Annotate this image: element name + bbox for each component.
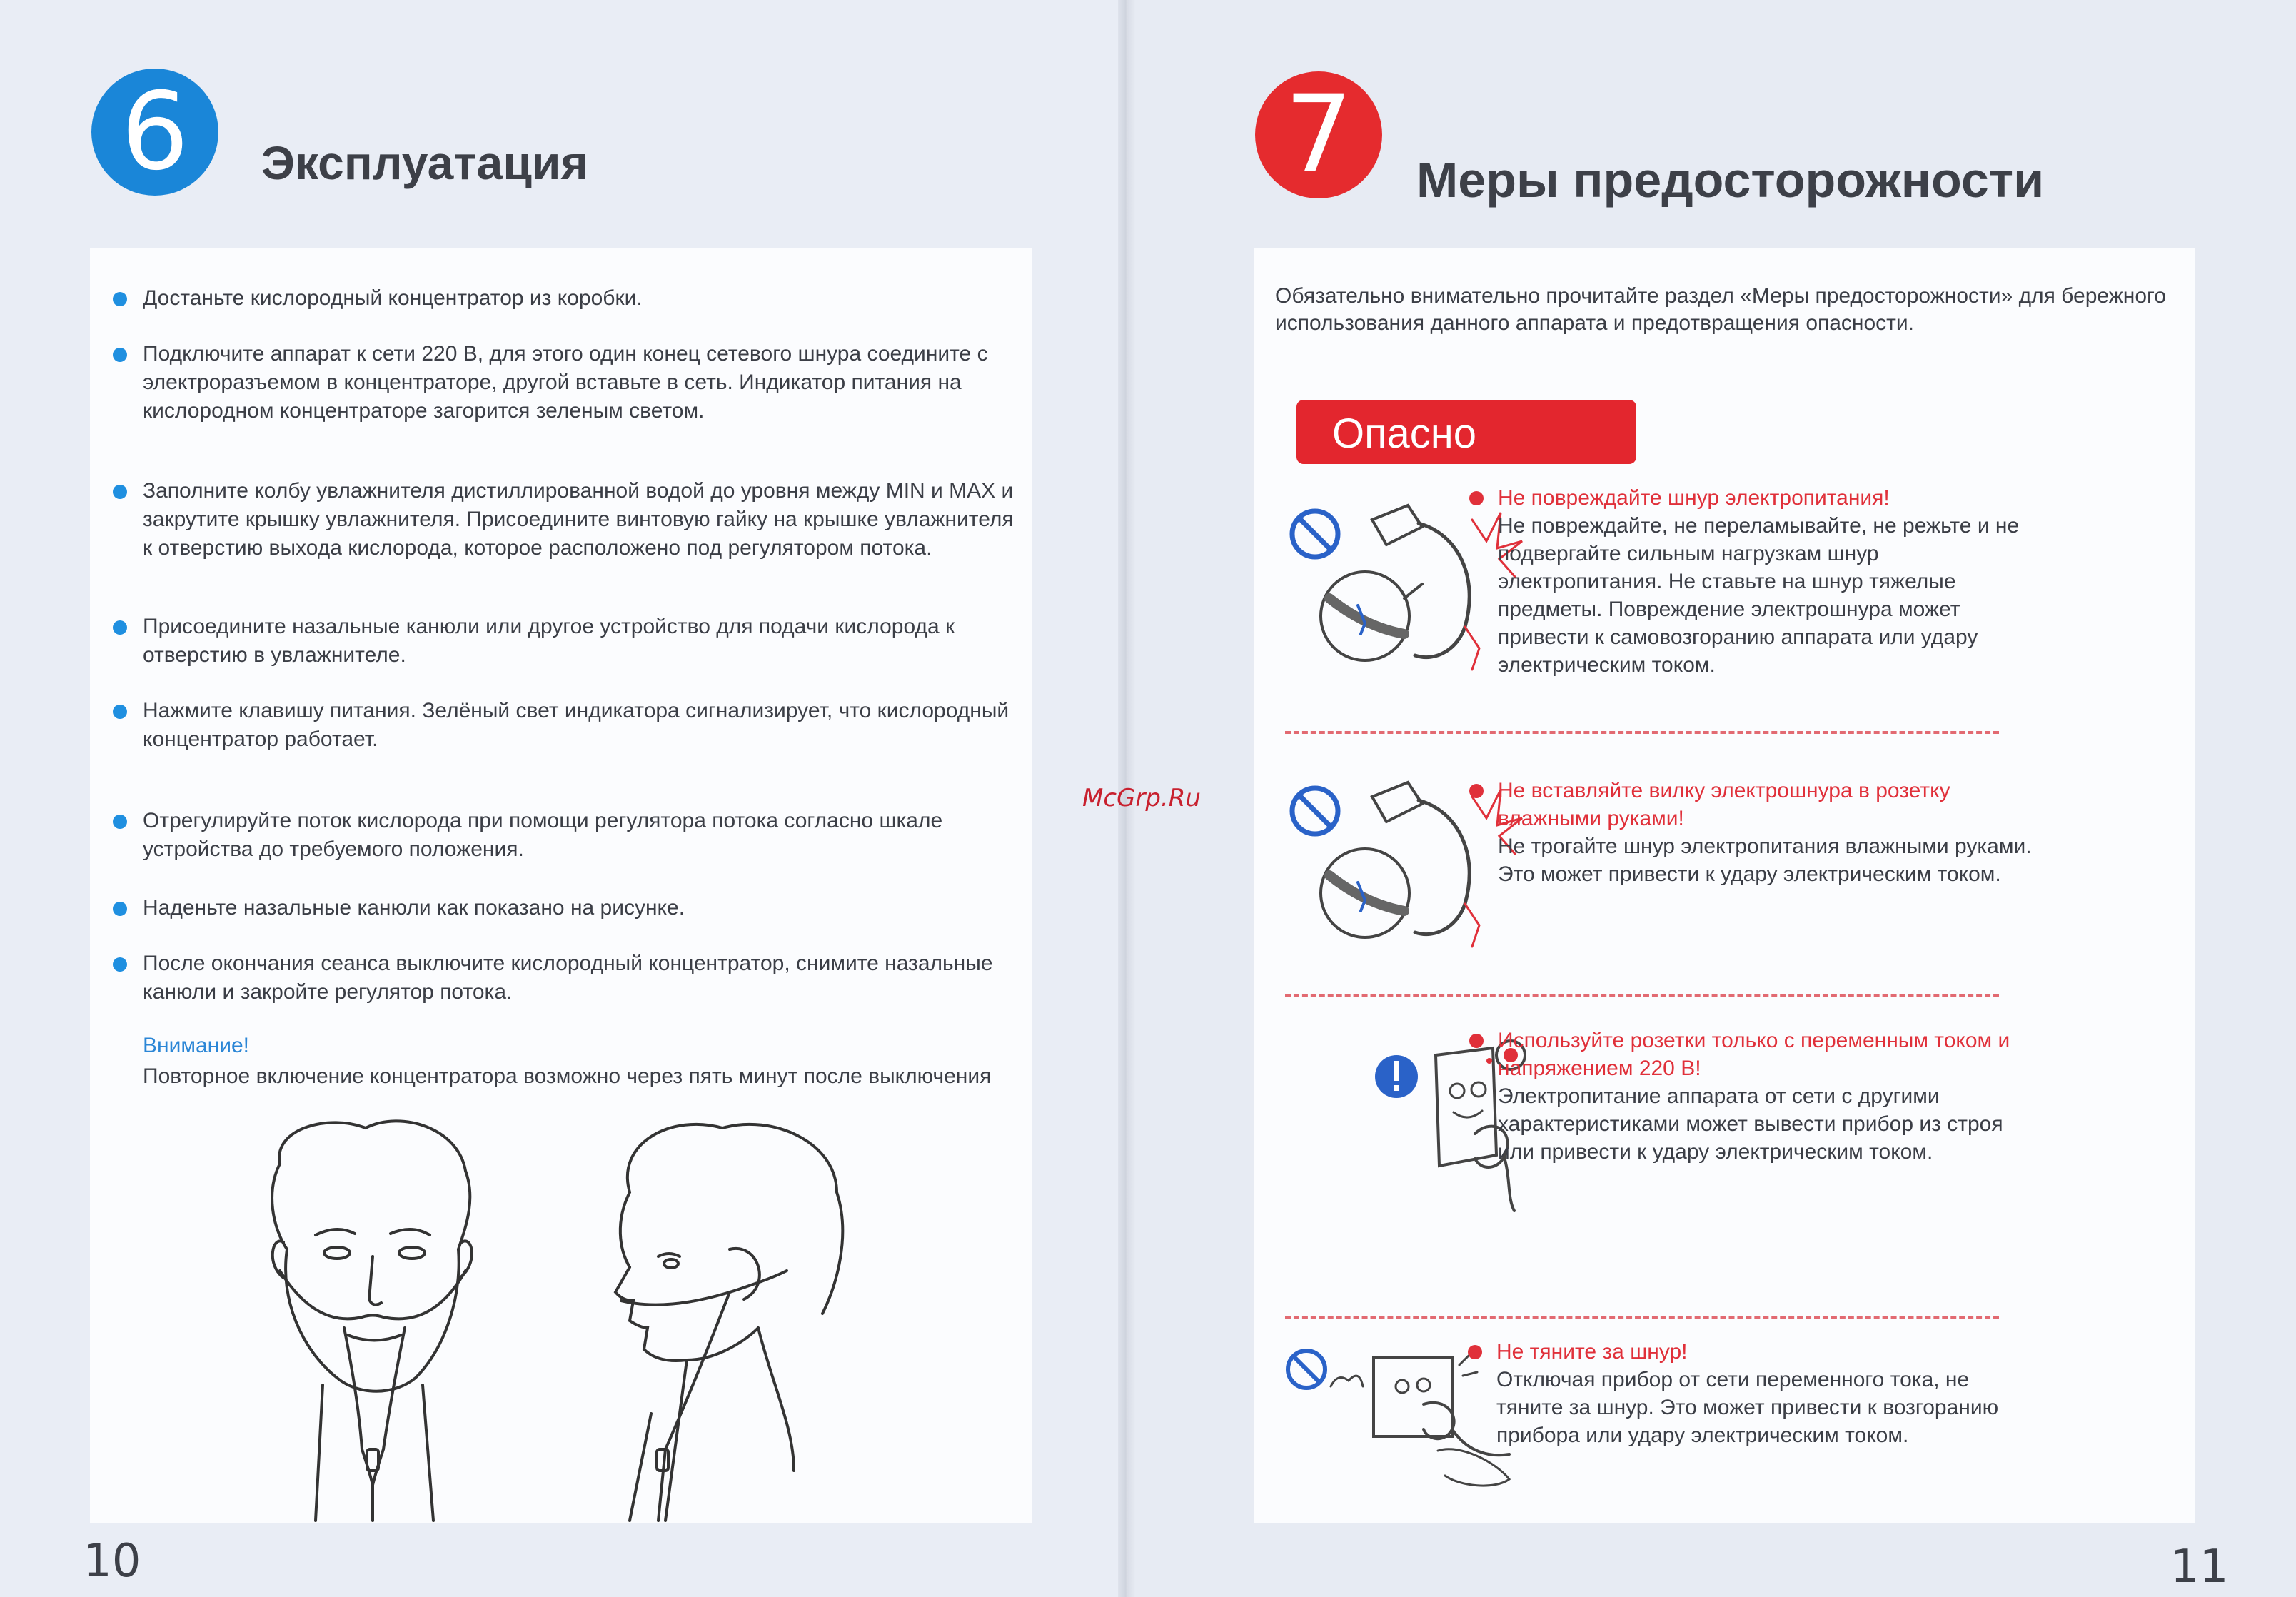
bullet-icon xyxy=(113,292,127,306)
warning-bullet-icon xyxy=(1469,1034,1484,1048)
bullet-icon xyxy=(113,485,127,499)
warning-bullet-icon xyxy=(1468,1345,1482,1359)
damaged-cord-icon xyxy=(1287,491,1529,677)
pull-cord-icon xyxy=(1281,1336,1524,1501)
list-item: Заполните колбу увлажнителя дистиллированной водой до уровня между MIN и MAX и закрутите крышку увлажнителя. Присоедините винтовую гайку на крышке увлажнителя к отверстию выхода кислорода, которое расположено под регулятором потока. xyxy=(143,477,1028,563)
precautions-panel xyxy=(1254,248,2195,1523)
warning-item: Используйте розетки только с переменным током и напряжением 220 В! Электропитание аппарата от сети с другими характеристиками может вывести прибор из строя или привести к удару электрическим током. xyxy=(1498,1027,2040,1166)
dashed-divider xyxy=(1285,731,1999,734)
bullet-icon xyxy=(113,957,127,972)
list-item: Достаньте кислородный концентратор из коробки. xyxy=(143,284,1028,313)
bullet-icon xyxy=(113,348,127,362)
warning-item: Не повреждайте шнур электропитания! Не повреждайте, не переламывайте, не режьте и не подвергайте сильным нагрузкам шнур электропитания. Не ставьте на шнур тяжелые предметы. Повреждение электрошнура может привести к самовозгоранию аппарата или удару электрическим током. xyxy=(1498,484,2040,679)
bullet-icon xyxy=(113,902,127,916)
attention-heading: Внимание! xyxy=(143,1034,249,1057)
bullet-icon xyxy=(113,705,127,719)
danger-label: Опасно xyxy=(1296,400,1636,464)
page-number: 11 xyxy=(2170,1541,2229,1593)
operation-panel xyxy=(90,248,1032,1523)
list-item: Присоедините назальные канюли или другое устройство для подачи кислорода к отверстию в увлажнителе. xyxy=(143,613,1028,670)
intro-text: Обязательно внимательно прочитайте раздел «Меры предосторожности» для бережного использования данного аппарата и предотвращения опасности. xyxy=(1275,284,2167,335)
warning-item: Не вставляйте вилку электрошнура в розетку влажными руками! Не трогайте шнур электропитания влажными руками. Это может привести к удару электрическим током. xyxy=(1498,777,2040,888)
warning-bullet-icon xyxy=(1469,784,1484,798)
page-title-precautions: Меры предосторожности xyxy=(1416,152,2045,208)
list-item: Наденьте назальные канюли как показано на рисунке. xyxy=(143,894,1028,922)
page-title-operation: Эксплуатация xyxy=(261,136,588,189)
section-number-badge-7: 7 xyxy=(1255,71,1382,198)
bullet-icon xyxy=(113,815,127,829)
warning-bullet-icon xyxy=(1469,491,1484,505)
watermark: McGrp.Ru xyxy=(1082,784,1201,812)
nasal-cannula-illustration xyxy=(230,1114,915,1528)
list-item: Нажмите клавишу питания. Зелёный свет индикатора сигнализирует, что кислородный концентратор работает. xyxy=(143,697,1028,754)
page-number: 10 xyxy=(83,1535,141,1588)
list-item: Подключите аппарат к сети 220 В, для этого один конец сетевого шнура соедините с электроразъемом в концентраторе, другой вставьте в сеть. Индикатор питания на кислородном концентраторе загорится зеленым светом. xyxy=(143,340,1028,425)
bullet-icon xyxy=(113,620,127,635)
warning-item: Не тяните за шнур! Отключая прибор от сети переменного тока, не тяните за шнур. Это может привести к возгоранию прибора или удару электрическим током. xyxy=(1496,1338,2039,1449)
list-item: Отрегулируйте поток кислорода при помощи регулятора потока согласно шкале устройства до требуемого положения. xyxy=(143,807,1028,864)
attention-note: Повторное включение концентратора возможно через пять минут после выключения xyxy=(143,1064,992,1088)
section-number-badge-6: 6 xyxy=(91,69,218,196)
dashed-divider xyxy=(1285,1316,1999,1319)
list-item: После окончания сеанса выключите кислородный концентратор, снимите назальные канюли и закройте регулятор потока. xyxy=(143,949,1028,1007)
dashed-divider xyxy=(1285,994,1999,997)
wet-hands-plug-icon xyxy=(1287,768,1529,954)
